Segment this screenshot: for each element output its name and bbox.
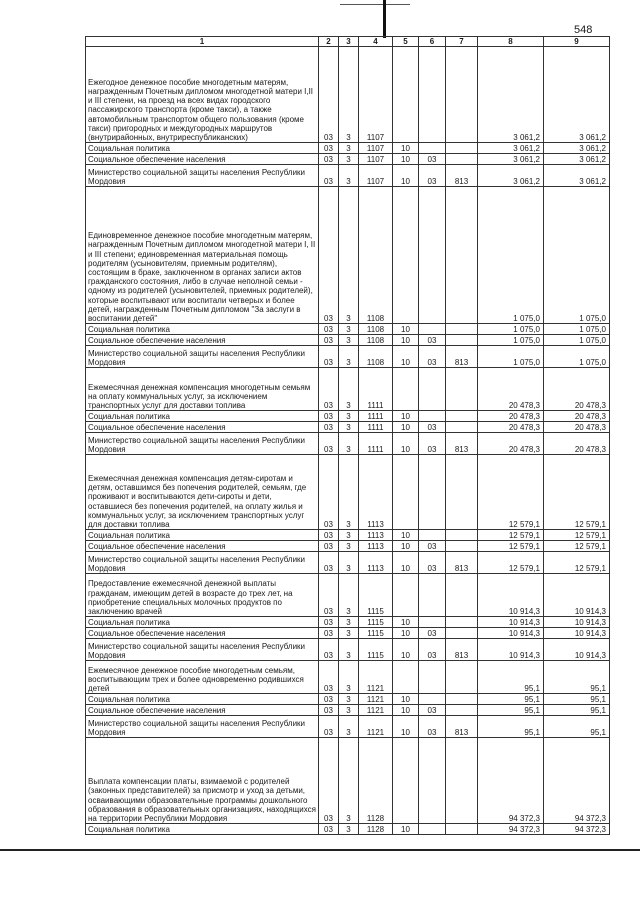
cell-col4: 1128 — [359, 824, 393, 835]
table-row — [86, 143, 610, 154]
cell-col7 — [446, 541, 478, 552]
row-name: Единовременное денежное пособие многодетным матерям, награжденным Почетным дипломом многодетной матери I, II и III степени; единовременная материальная помощь родителям (усыновителям, приемным родителям), состоящим в браке, заключенном в органах записи актов гражданского состояния, либо в случае неполной семьи - одному из родителей (усыновителей, приемных родителей), которые воспитывают или воспитали четверых и более детей, награжденным Почетным дипломом "За заслуги в воспитании детей" — [86, 187, 319, 324]
column-header: 8 — [478, 37, 544, 47]
cell-col4: 1121 — [359, 705, 393, 716]
cell-col4: 1121 — [359, 661, 393, 694]
table-row — [86, 187, 610, 324]
cell-col7 — [446, 335, 478, 346]
cell-col2: 03 — [319, 530, 339, 541]
table-row — [86, 824, 610, 835]
row-name: Ежемесячная денежная компенсация детям-сиротам и детям, оставшимся без попечения родителей, семьям, где проживают и воспитываются дети-сироты и дети, оставшиеся без попечения родителей, на оплату жилья и коммунальных услуг, за исключением транспортных услуг для доставки топлива — [86, 455, 319, 530]
cell-col7 — [446, 47, 478, 143]
cell-amount-8: 20 478,3 — [478, 422, 544, 433]
cell-col6 — [419, 47, 446, 143]
cell-amount-8: 10 914,3 — [478, 617, 544, 628]
cell-col5: 10 — [393, 154, 419, 165]
cell-amount-8: 94 372,3 — [478, 738, 544, 824]
cell-col3: 3 — [339, 639, 359, 661]
cell-col3: 3 — [339, 143, 359, 154]
table-row — [86, 335, 610, 346]
cell-col3: 3 — [339, 154, 359, 165]
cell-col5 — [393, 738, 419, 824]
row-name: Социальная политика — [86, 694, 319, 705]
cell-amount-9: 12 579,1 — [544, 455, 610, 530]
cell-col5: 10 — [393, 346, 419, 368]
cell-col6: 03 — [419, 552, 446, 574]
cell-amount-9: 12 579,1 — [544, 541, 610, 552]
cell-col3: 3 — [339, 346, 359, 368]
cell-col5: 10 — [393, 824, 419, 835]
row-name: Социальное обеспечение населения — [86, 154, 319, 165]
cell-col4: 1111 — [359, 411, 393, 422]
scan-mark — [383, 0, 386, 38]
cell-col2: 03 — [319, 824, 339, 835]
cell-col7 — [446, 187, 478, 324]
cell-col4: 1108 — [359, 346, 393, 368]
row-name: Министерство социальной защиты населения Республики Мордовия — [86, 716, 319, 738]
cell-col4: 1121 — [359, 716, 393, 738]
row-name: Ежемесячная денежная компенсация многодетным семьям на оплату коммунальных услуг, за исключением транспортных услуг для доставки топлива — [86, 368, 319, 411]
row-name: Социальная политика — [86, 324, 319, 335]
cell-amount-8: 95,1 — [478, 716, 544, 738]
row-name: Социальная политика — [86, 824, 319, 835]
cell-amount-9: 1 075,0 — [544, 335, 610, 346]
cell-col2: 03 — [319, 552, 339, 574]
table-row — [86, 628, 610, 639]
cell-amount-8: 20 478,3 — [478, 411, 544, 422]
row-name: Министерство социальной защиты населения Республики Мордовия — [86, 346, 319, 368]
cell-col6: 03 — [419, 541, 446, 552]
cell-amount-8: 3 061,2 — [478, 165, 544, 187]
cell-col2: 03 — [319, 47, 339, 143]
cell-col3: 3 — [339, 368, 359, 411]
cell-col7 — [446, 154, 478, 165]
cell-col5 — [393, 455, 419, 530]
row-name: Министерство социальной защиты населения Республики Мордовия — [86, 165, 319, 187]
table-row — [86, 574, 610, 617]
cell-amount-9: 12 579,1 — [544, 530, 610, 541]
cell-col2: 03 — [319, 346, 339, 368]
cell-col4: 1107 — [359, 47, 393, 143]
cell-col3: 3 — [339, 335, 359, 346]
cell-col2: 03 — [319, 738, 339, 824]
cell-amount-9: 94 372,3 — [544, 738, 610, 824]
cell-col4: 1113 — [359, 455, 393, 530]
cell-amount-8: 12 579,1 — [478, 552, 544, 574]
cell-col3: 3 — [339, 628, 359, 639]
cell-col5: 10 — [393, 411, 419, 422]
cell-col2: 03 — [319, 165, 339, 187]
cell-col4: 1107 — [359, 165, 393, 187]
cell-col6 — [419, 738, 446, 824]
cell-amount-8: 10 914,3 — [478, 639, 544, 661]
cell-col2: 03 — [319, 187, 339, 324]
row-name: Социальная политика — [86, 617, 319, 628]
cell-amount-9: 10 914,3 — [544, 574, 610, 617]
row-name: Министерство социальной защиты населения Республики Мордовия — [86, 639, 319, 661]
cell-col6 — [419, 187, 446, 324]
table-row — [86, 639, 610, 661]
cell-col4: 1111 — [359, 433, 393, 455]
column-header: 5 — [393, 37, 419, 47]
cell-col3: 3 — [339, 552, 359, 574]
cell-col3: 3 — [339, 530, 359, 541]
table-row — [86, 433, 610, 455]
cell-col5: 10 — [393, 617, 419, 628]
cell-col5: 10 — [393, 165, 419, 187]
cell-col6 — [419, 694, 446, 705]
cell-amount-9: 10 914,3 — [544, 617, 610, 628]
cell-col2: 03 — [319, 661, 339, 694]
cell-amount-8: 3 061,2 — [478, 143, 544, 154]
cell-col7: 813 — [446, 346, 478, 368]
cell-amount-9: 1 075,0 — [544, 324, 610, 335]
cell-col3: 3 — [339, 422, 359, 433]
cell-amount-8: 95,1 — [478, 694, 544, 705]
cell-col3: 3 — [339, 574, 359, 617]
cell-col6 — [419, 368, 446, 411]
cell-col4: 1113 — [359, 552, 393, 574]
scan-mark-dash — [340, 4, 410, 5]
cell-col7 — [446, 368, 478, 411]
cell-col2: 03 — [319, 541, 339, 552]
cell-col6: 03 — [419, 422, 446, 433]
cell-col3: 3 — [339, 716, 359, 738]
cell-col4: 1115 — [359, 628, 393, 639]
cell-col4: 1111 — [359, 422, 393, 433]
cell-col6: 03 — [419, 705, 446, 716]
row-name: Социальная политика — [86, 530, 319, 541]
table-body — [86, 47, 610, 835]
cell-amount-9: 10 914,3 — [544, 628, 610, 639]
cell-col3: 3 — [339, 411, 359, 422]
cell-amount-8: 3 061,2 — [478, 47, 544, 143]
cell-col2: 03 — [319, 628, 339, 639]
cell-amount-9: 1 075,0 — [544, 346, 610, 368]
cell-col5: 10 — [393, 541, 419, 552]
cell-col2: 03 — [319, 433, 339, 455]
row-name: Социальное обеспечение населения — [86, 628, 319, 639]
cell-col4: 1115 — [359, 617, 393, 628]
cell-amount-9: 12 579,1 — [544, 552, 610, 574]
cell-amount-9: 95,1 — [544, 716, 610, 738]
cell-col4: 1113 — [359, 541, 393, 552]
cell-col6: 03 — [419, 433, 446, 455]
cell-col7 — [446, 694, 478, 705]
cell-col4: 1108 — [359, 187, 393, 324]
table-row — [86, 324, 610, 335]
cell-col6 — [419, 530, 446, 541]
cell-col7 — [446, 530, 478, 541]
row-name: Социальное обеспечение населения — [86, 422, 319, 433]
cell-col5 — [393, 187, 419, 324]
cell-amount-8: 1 075,0 — [478, 346, 544, 368]
cell-col2: 03 — [319, 368, 339, 411]
cell-col4: 1121 — [359, 694, 393, 705]
cell-col5: 10 — [393, 628, 419, 639]
cell-col4: 1107 — [359, 143, 393, 154]
cell-col5: 10 — [393, 552, 419, 574]
cell-col7: 813 — [446, 433, 478, 455]
cell-col2: 03 — [319, 422, 339, 433]
cell-col6 — [419, 324, 446, 335]
cell-col2: 03 — [319, 143, 339, 154]
cell-amount-9: 10 914,3 — [544, 639, 610, 661]
table-row — [86, 738, 610, 824]
cell-col6 — [419, 574, 446, 617]
cell-col5: 10 — [393, 705, 419, 716]
cell-col5: 10 — [393, 530, 419, 541]
cell-col5 — [393, 574, 419, 617]
table-row — [86, 154, 610, 165]
cell-col3: 3 — [339, 738, 359, 824]
column-header: 4 — [359, 37, 393, 47]
column-header: 9 — [544, 37, 610, 47]
table-row — [86, 530, 610, 541]
cell-col6 — [419, 824, 446, 835]
cell-col3: 3 — [339, 165, 359, 187]
row-name: Социальная политика — [86, 143, 319, 154]
cell-col5: 10 — [393, 335, 419, 346]
table-row — [86, 411, 610, 422]
table-row — [86, 455, 610, 530]
cell-col7 — [446, 411, 478, 422]
cell-col7: 813 — [446, 716, 478, 738]
cell-col3: 3 — [339, 47, 359, 143]
cell-col3: 3 — [339, 705, 359, 716]
cell-col5 — [393, 661, 419, 694]
cell-col3: 3 — [339, 455, 359, 530]
column-header: 2 — [319, 37, 339, 47]
cell-amount-9: 94 372,3 — [544, 824, 610, 835]
cell-col3: 3 — [339, 541, 359, 552]
table-row — [86, 346, 610, 368]
cell-amount-9: 20 478,3 — [544, 411, 610, 422]
cell-col7 — [446, 824, 478, 835]
cell-amount-9: 95,1 — [544, 705, 610, 716]
cell-col3: 3 — [339, 661, 359, 694]
cell-col2: 03 — [319, 455, 339, 530]
cell-col2: 03 — [319, 716, 339, 738]
cell-col3: 3 — [339, 187, 359, 324]
cell-col2: 03 — [319, 324, 339, 335]
column-header: 1 — [86, 37, 319, 47]
cell-col5: 10 — [393, 716, 419, 738]
cell-col3: 3 — [339, 694, 359, 705]
table-row — [86, 705, 610, 716]
cell-col7 — [446, 574, 478, 617]
cell-col2: 03 — [319, 705, 339, 716]
cell-col6: 03 — [419, 335, 446, 346]
cell-amount-8: 10 914,3 — [478, 574, 544, 617]
cell-col7 — [446, 617, 478, 628]
cell-col5: 10 — [393, 694, 419, 705]
bottom-rule — [0, 849, 640, 851]
cell-col5: 10 — [393, 433, 419, 455]
cell-amount-8: 10 914,3 — [478, 628, 544, 639]
cell-col6 — [419, 411, 446, 422]
cell-col6 — [419, 455, 446, 530]
cell-col6: 03 — [419, 628, 446, 639]
table-row — [86, 661, 610, 694]
cell-col6: 03 — [419, 165, 446, 187]
cell-amount-8: 95,1 — [478, 661, 544, 694]
cell-amount-8: 1 075,0 — [478, 187, 544, 324]
cell-col7 — [446, 705, 478, 716]
cell-col3: 3 — [339, 433, 359, 455]
cell-col2: 03 — [319, 639, 339, 661]
cell-col4: 1107 — [359, 154, 393, 165]
cell-col6 — [419, 617, 446, 628]
cell-amount-8: 1 075,0 — [478, 335, 544, 346]
cell-amount-9: 20 478,3 — [544, 422, 610, 433]
cell-col2: 03 — [319, 335, 339, 346]
cell-col6 — [419, 143, 446, 154]
cell-amount-9: 1 075,0 — [544, 187, 610, 324]
cell-col4: 1115 — [359, 639, 393, 661]
cell-amount-8: 20 478,3 — [478, 368, 544, 411]
cell-col2: 03 — [319, 617, 339, 628]
cell-amount-8: 12 579,1 — [478, 541, 544, 552]
cell-col5: 10 — [393, 143, 419, 154]
cell-amount-9: 3 061,2 — [544, 154, 610, 165]
row-name: Ежегодное денежное пособие многодетным матерям, награжденным Почетным дипломом многодетной матери I,II и III степени, на проезд на всех видах городского пассажирского транспорта (кроме такси), а также автомобильным транспортом общего пользования (кроме такси) пригородных и междугородных маршрутов (внутрирайонных, внутриреспубликанских) — [86, 47, 319, 143]
table-row — [86, 47, 610, 143]
header-row — [86, 37, 610, 47]
cell-col7: 813 — [446, 165, 478, 187]
row-name: Предоставление ежемесячной денежной выплаты гражданам, имеющим детей в возрасте до трех лет, на приобретение специальных молочных продуктов по заключению врачей — [86, 574, 319, 617]
cell-col2: 03 — [319, 694, 339, 705]
cell-amount-8: 94 372,3 — [478, 824, 544, 835]
cell-col7 — [446, 455, 478, 530]
column-header: 6 — [419, 37, 446, 47]
cell-amount-9: 3 061,2 — [544, 165, 610, 187]
cell-col5 — [393, 47, 419, 143]
cell-col4: 1115 — [359, 574, 393, 617]
cell-col7 — [446, 661, 478, 694]
budget-table — [85, 36, 610, 835]
table-row — [86, 552, 610, 574]
row-name: Министерство социальной защиты населения Республики Мордовия — [86, 433, 319, 455]
page-number: 548 — [574, 24, 593, 36]
cell-col7 — [446, 324, 478, 335]
cell-col5: 10 — [393, 324, 419, 335]
table-row — [86, 422, 610, 433]
table-row — [86, 617, 610, 628]
cell-col6: 03 — [419, 346, 446, 368]
cell-col5: 10 — [393, 639, 419, 661]
cell-col3: 3 — [339, 324, 359, 335]
cell-col7 — [446, 422, 478, 433]
cell-amount-9: 20 478,3 — [544, 433, 610, 455]
cell-amount-9: 20 478,3 — [544, 368, 610, 411]
row-name: Социальное обеспечение населения — [86, 335, 319, 346]
cell-amount-9: 3 061,2 — [544, 47, 610, 143]
table-row — [86, 716, 610, 738]
column-header: 7 — [446, 37, 478, 47]
cell-col3: 3 — [339, 617, 359, 628]
table-row — [86, 368, 610, 411]
cell-col5: 10 — [393, 422, 419, 433]
cell-col4: 1113 — [359, 530, 393, 541]
cell-col4: 1128 — [359, 738, 393, 824]
cell-col6: 03 — [419, 716, 446, 738]
row-name: Министерство социальной защиты населения Республики Мордовия — [86, 552, 319, 574]
row-name: Социальная политика — [86, 411, 319, 422]
cell-amount-8: 12 579,1 — [478, 455, 544, 530]
cell-amount-9: 3 061,2 — [544, 143, 610, 154]
column-header: 3 — [339, 37, 359, 47]
cell-amount-8: 20 478,3 — [478, 433, 544, 455]
table-row — [86, 694, 610, 705]
cell-col7 — [446, 143, 478, 154]
cell-col6: 03 — [419, 639, 446, 661]
row-name: Социальное обеспечение населения — [86, 541, 319, 552]
table-row — [86, 165, 610, 187]
cell-col4: 1111 — [359, 368, 393, 411]
cell-amount-8: 95,1 — [478, 705, 544, 716]
cell-col2: 03 — [319, 574, 339, 617]
cell-col6 — [419, 661, 446, 694]
cell-col7: 813 — [446, 552, 478, 574]
cell-col5 — [393, 368, 419, 411]
cell-col7: 813 — [446, 639, 478, 661]
cell-amount-9: 95,1 — [544, 661, 610, 694]
cell-amount-8: 3 061,2 — [478, 154, 544, 165]
cell-col7 — [446, 738, 478, 824]
cell-amount-8: 12 579,1 — [478, 530, 544, 541]
cell-col3: 3 — [339, 824, 359, 835]
cell-col2: 03 — [319, 411, 339, 422]
cell-col6: 03 — [419, 154, 446, 165]
row-name: Ежемесячное денежное пособие многодетным семьям, воспитывающим трех и более одновременно родившихся детей — [86, 661, 319, 694]
cell-amount-8: 1 075,0 — [478, 324, 544, 335]
cell-col4: 1108 — [359, 335, 393, 346]
row-name: Социальное обеспечение населения — [86, 705, 319, 716]
cell-col7 — [446, 628, 478, 639]
row-name: Выплата компенсации платы, взимаемой с родителей (законных представителей) за присмотр и уход за детьми, осваивающими образовательные программы дошкольного образования в образовательных организациях, находящихся на территории Республики Мордовия — [86, 738, 319, 824]
cell-col2: 03 — [319, 154, 339, 165]
table-row — [86, 541, 610, 552]
cell-col4: 1108 — [359, 324, 393, 335]
cell-amount-9: 95,1 — [544, 694, 610, 705]
